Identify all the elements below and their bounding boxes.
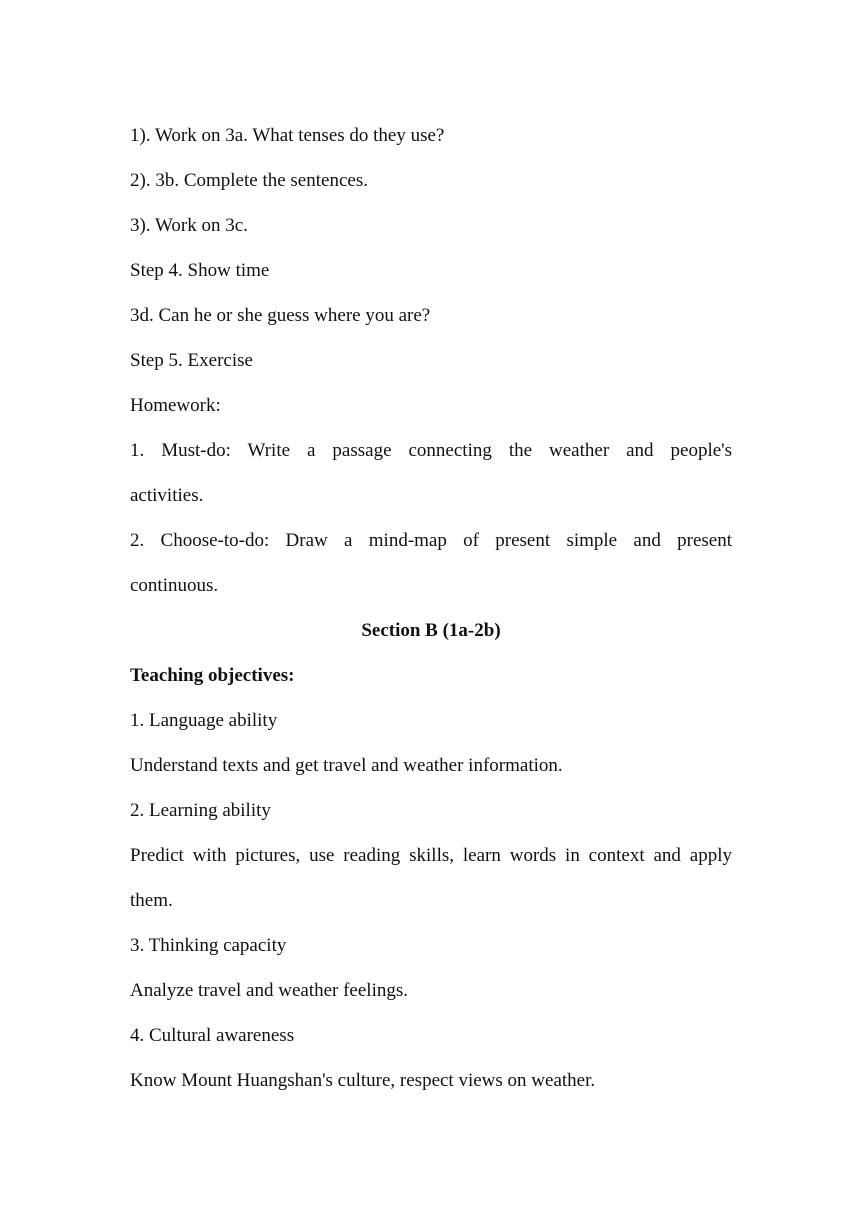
- objectives-heading: Teaching objectives:: [130, 665, 295, 686]
- text-line: 2). 3b. Complete the sentences.: [130, 170, 368, 191]
- section-title: Section B (1a-2b): [361, 620, 501, 641]
- text-line: 3). Work on 3c.: [130, 215, 248, 236]
- document-page: [130, 113, 732, 1103]
- step-heading: Step 4. Show time: [130, 260, 270, 281]
- objective-description-line-1: Predict with pictures, use reading skills, learn words in context and apply: [130, 845, 732, 866]
- objective-title: 1. Language ability: [130, 710, 278, 731]
- objective-description: Analyze travel and weather feelings.: [130, 980, 409, 1001]
- objective-title: 2. Learning ability: [130, 800, 271, 821]
- homework-heading: Homework:: [130, 395, 221, 416]
- homework-item-1-line-2: activities.: [130, 485, 204, 506]
- homework-item-2-line-2: continuous.: [130, 575, 219, 596]
- text-line: 1). Work on 3a. What tenses do they use?: [130, 125, 445, 146]
- objective-description: Know Mount Huangshan's culture, respect views on weather.: [130, 1070, 596, 1091]
- homework-item-2-line-1: 2. Choose-to-do: Draw a mind-map of present simple and present: [130, 530, 732, 551]
- objective-title: 4. Cultural awareness: [130, 1025, 295, 1046]
- objective-description-line-2: them.: [130, 890, 173, 911]
- objective-description: Understand texts and get travel and weather information.: [130, 755, 563, 776]
- text-line: 3d. Can he or she guess where you are?: [130, 305, 431, 326]
- homework-item-1-line-1: 1. Must-do: Write a passage connecting the weather and people's: [130, 440, 732, 461]
- objective-title: 3. Thinking capacity: [130, 935, 287, 956]
- step-heading: Step 5. Exercise: [130, 350, 253, 371]
